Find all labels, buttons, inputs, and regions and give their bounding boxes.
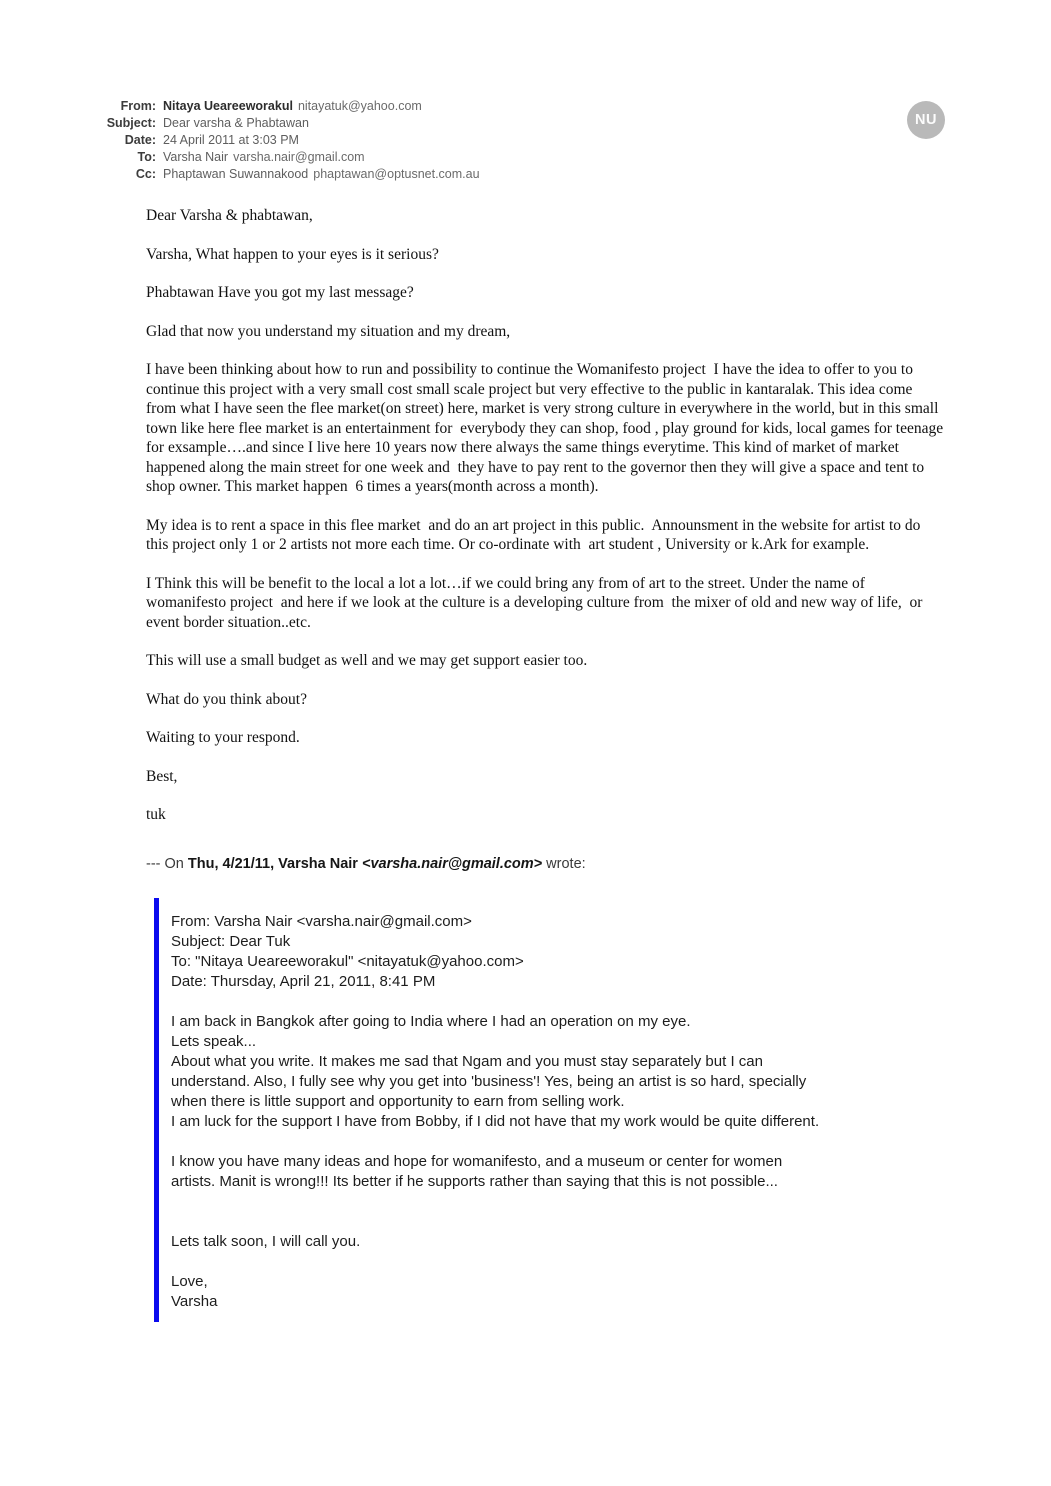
quote-line bbox=[171, 1212, 945, 1232]
message-body bbox=[146, 206, 945, 1322]
quote-line: understand. Also, I fully see why you get into 'business'! Yes, being an artist is so hard, specially bbox=[171, 1072, 807, 1090]
cc-name: Phaptawan Suwannakood bbox=[163, 167, 309, 181]
attribution-suffix: wrote: bbox=[542, 855, 586, 872]
quote-line bbox=[171, 1192, 945, 1212]
cc-label: Cc: bbox=[135, 167, 156, 181]
subject-value: Dear varsha & Phabtawan bbox=[163, 116, 309, 130]
date-label: Date: bbox=[124, 133, 156, 147]
quote-line: artists. Manit is wrong!!! Its better if he supports rather than saying that this is not possible... bbox=[171, 1172, 778, 1190]
to-name: Varsha Nair bbox=[163, 150, 229, 164]
quote-line: Varsha bbox=[171, 1292, 218, 1310]
from-name: Nitaya Ueareeworakul bbox=[163, 99, 293, 113]
body-paragraph: I have been thinking about how to run and possibility to continue the Womanifesto project I have the idea to offer to you to continue this project with a very small cost small scale project but very effective to the public in kantaralak. This idea come from what I have seen the flee market(on street) here, market is very strong culture in everywhere in the world, but in this small town like here flee market is an entertainment for everybody they can shop, food , play ground for kids, local games for teenage for exsample….and since I live here 10 years now there always the same things everytime. This kind of market of market happened along the main street for one week and they have to pay rent to the governor then they will give a space and tent to shop owner. This market happen 6 times a years(month across a month). bbox=[146, 361, 947, 495]
quote-subject-line: Subject: Dear Tuk bbox=[171, 932, 291, 950]
quote-line: I know you have many ideas and hope for womanifesto, and a museum or center for women bbox=[171, 1152, 783, 1170]
from-label: From: bbox=[120, 99, 156, 113]
quote-line: Lets talk soon, I will call you. bbox=[171, 1232, 361, 1250]
body-paragraph: Waiting to your respond. bbox=[146, 729, 300, 746]
sender-avatar[interactable] bbox=[907, 101, 945, 139]
quote-line bbox=[171, 992, 945, 1012]
body-paragraph: What do you think about? bbox=[146, 690, 307, 708]
body-paragraph: Best, bbox=[146, 767, 178, 785]
to-email[interactable]: varsha.nair@gmail.com bbox=[233, 150, 365, 164]
body-paragraph: Glad that now you understand my situation and my dream, bbox=[146, 322, 511, 340]
quote-line bbox=[171, 1132, 945, 1152]
quote-line: I am back in Bangkok after going to India where I had an operation on my eye. bbox=[171, 1012, 691, 1030]
quoted-reply bbox=[154, 898, 945, 1322]
quote-date-line: Date: Thursday, April 21, 2011, 8:41 PM bbox=[171, 972, 436, 990]
body-paragraph: Dear Varsha & phabtawan, bbox=[146, 207, 313, 224]
body-paragraph: tuk bbox=[146, 806, 166, 823]
reply-attribution bbox=[146, 855, 945, 873]
quote-to-line: To: "Nitaya Ueareeworakul" <nitayatuk@yahoo.com> bbox=[171, 952, 524, 970]
to-label: To: bbox=[137, 150, 156, 164]
header-row-cc bbox=[0, 166, 480, 183]
date-value: 24 April 2011 at 3:03 PM bbox=[163, 133, 299, 147]
body-paragraph: I Think this will be benefit to the local a lot a lot…if we could bring any from of art to the street. Under the name of womanifesto project and here if we look at the culture is a developing culture from the mixer of old and new way of life, or event border situation..etc. bbox=[146, 574, 927, 631]
body-paragraph: This will use a small budget as well and we may get support easier too. bbox=[146, 652, 588, 669]
header-row-from bbox=[0, 98, 480, 115]
subject-label: Subject: bbox=[106, 116, 156, 130]
email-header bbox=[0, 98, 480, 183]
attribution-email[interactable]: <varsha.nair@gmail.com> bbox=[361, 855, 543, 872]
header-row-subject bbox=[0, 115, 480, 132]
cc-email[interactable]: phaptawan@optusnet.com.au bbox=[313, 167, 480, 181]
quote-line: when there is little support and opportunity to earn from selling work. bbox=[171, 1092, 625, 1110]
quote-line: I am luck for the support I have from Bobby, if I did not have that my work would be quite different. bbox=[171, 1112, 820, 1130]
quote-line: Love, bbox=[171, 1272, 208, 1290]
body-paragraph: Varsha, What happen to your eyes is it serious? bbox=[146, 245, 439, 263]
quote-from-line: From: Varsha Nair <varsha.nair@gmail.com> bbox=[171, 912, 472, 930]
header-row-date bbox=[0, 132, 480, 149]
body-paragraph: My idea is to rent a space in this flee market and do an art project in this public. Announsment in the website for artist to do this project only 1 or 2 artists not more each time. Or co-ordinate with art student , University or k.Ark for example. bbox=[146, 516, 925, 553]
body-paragraph: Phabtawan Have you got my last message? bbox=[146, 284, 414, 301]
attribution-prefix: --- On bbox=[146, 855, 188, 872]
quote-line: About what you write. It makes me sad that Ngam and you must stay separately but I can bbox=[171, 1052, 763, 1070]
avatar-initials: NU bbox=[915, 112, 937, 128]
quote-line bbox=[171, 1252, 945, 1272]
attribution-date-name: Thu, 4/21/11, Varsha Nair bbox=[187, 855, 362, 872]
from-email[interactable]: nitayatuk@yahoo.com bbox=[297, 99, 422, 113]
quote-line: Lets speak... bbox=[171, 1032, 257, 1050]
header-row-to bbox=[0, 149, 480, 166]
